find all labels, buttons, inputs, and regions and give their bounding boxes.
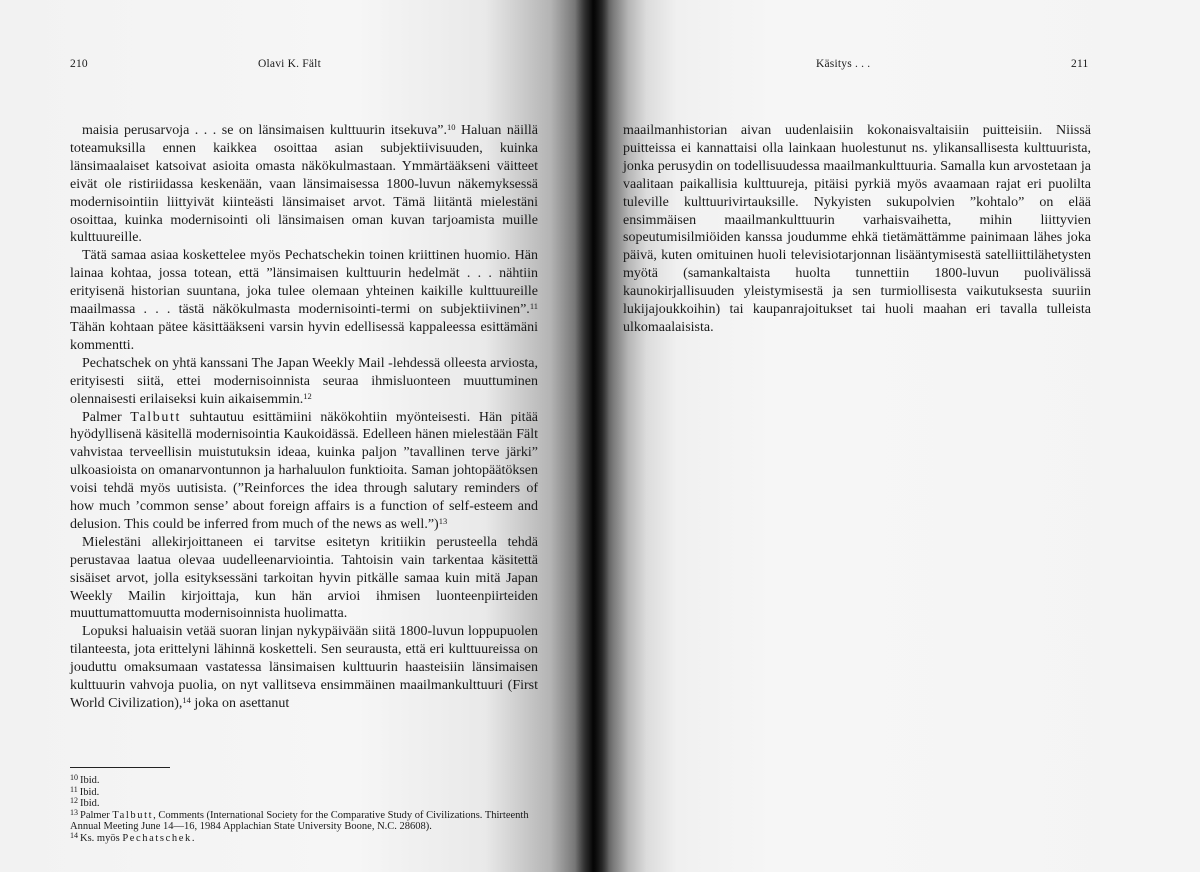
footnote [70, 775, 540, 787]
footnote-number: 12 [70, 796, 78, 806]
spaced-name: Talbutt [112, 809, 154, 821]
text-run: maailmanhistorian aivan uudenlaisiin kokonaisvaltaisiin puitteisiin. Niissä puitteissa ei kannattaisi olla lainkaan huolestunut ns. ylikansallisesta kulttuurista, jonka perusydin on todellisuudessa maailmankulttuuria. Samalla kun arvostetaan ja vaalitaan paikallisia kulttuureja, pitäisi pyrkiä myös avaamaan rajat eri puolilta tuleville kulttuurivirtauksille. Nykyisten sukupolvien ”kohtalo” on elää ensimmäisen maailmankulttuurin varhaisvaihetta, mihin liittyvien sopeutumisilmiöiden kanssa joudumme ehkä tietämättämme painimaan lähes joka päivä, kuten omituinen huoli televisiotarjonnan lisääntymisestä satelliittilähetysten myötä (samankaltaista huolta tunnettiin 1800-luvun puolivälissä kaunokirjallisuuden yleistymisestä ja sen turmiollisesta vaikutuksesta suuriin lukijajoukkoihin) tai kaupanrajoitukset tai huoli maahan eri tavalla tulleista ulkomaalaisista. [623, 123, 1091, 335]
text-run: . [191, 832, 195, 844]
running-head-author: Olavi K. Fält [258, 58, 321, 70]
text-run: Tätä samaa asiaa koskettelee myös Pechatschekin toinen kriittinen huomio. Hän lainaa kohtaa, jossa totean, että ”länsimaisen kulttuurin hedelmät . . . nähtiin erityisenä historian suuntana, joka tulee olemaan yhteinen kaikille kulttuureille maailmassa . . . tästä näkökulmasta modernisointi-termi on subjektiivinen”. [70, 248, 538, 318]
paragraph [70, 122, 538, 247]
text-run: Ks. myös [80, 832, 123, 844]
footnote-rule [70, 767, 170, 768]
right-page-body [623, 122, 1091, 337]
text-run: Ibid. [80, 775, 100, 786]
right-page [592, 0, 1200, 872]
footnote-ref: 12 [303, 390, 312, 401]
text-run: Haluan näillä toteamuksilla ennen kaikkea osoittaa asian subjektiivisuuden, kuinka länsimaalaiset katsoivat asioita omasta näkökulmastaan. Ymmärtääkseni väitteet eivät ole ristiriidassa keskenään, vaan länsimaisessa 1800-luvun näkemyksessä modernisointiin liittyivät kiinteästi länsimaiset arvot. Tämä liitäntä mielestäni osoittaa, kuinka modernisointi oli länsimaisen oman kuvan tarjoamista muille kulttuureille. [70, 123, 538, 246]
paragraph [70, 247, 538, 354]
paragraph [70, 355, 538, 409]
footnote-number: 11 [70, 784, 78, 794]
text-run: maisia perusarvoja . . . se on länsimaisen kulttuurin itsekuva”. [82, 123, 448, 138]
text-run: Tähän kohtaan pätee käsittääkseni varsin hyvin edellisessä kappaleessa esittämäni kommentti. [70, 319, 538, 353]
paragraph [70, 534, 538, 624]
paragraph [70, 409, 538, 534]
text-run: , Comments (International Society for the Comparative Study of Civilizations. Thirteenth Annual Meeting June 14—16, 1984 Applachian State University Boone, N.C. 28608). [70, 809, 529, 833]
text-run: joka on asettanut [190, 696, 290, 711]
footnote-ref: 14 [182, 695, 191, 705]
book-gutter-shadow [575, 0, 609, 872]
footnote-ref: 11 [529, 301, 538, 312]
left-page-body [70, 122, 538, 713]
running-head-title: Käsitys . . . [816, 58, 871, 70]
footnote [70, 784, 540, 799]
footnote-ref: 13 [438, 515, 448, 526]
footnotes [70, 775, 540, 845]
footnote-number: 14 [70, 830, 78, 840]
text-run: Pechatschek on yhtä kanssani The Japan Weekly Mail -lehdessä olleesta arviosta, erityisesti siitä, ettei modernisoinnista seuraa ihmisluonteen muuttuminen olennaisesti erilaiseksi kuin aikaisemmin. [70, 355, 538, 407]
text-run: suhtautuu esittämiini näkökohtiin myönteisesti. Hän pitää hyödyllisenä käsitellä modernisointia Kaukoidässä. Edelleen hänen mielestään Fält vahvistaa terveellisin muistutuksin ideaa, kuinka paljon ”tavallinen terve järki” ulkoasioista on omanarvontunnon ja harhaluulon funktioita. Saman johtopäätöksen voisi tehdä myös uutisista. (”Reinforces the idea through salutary reminders of how much ’common sense’ about foreign affairs is a function of self-esteem and delusion. This could be inferred from much of the news as well.”) [70, 409, 539, 532]
text-run: Lopuksi haluaisin vetää suoran linjan nykypäivään siitä 1800-luvun loppupuolen tilanteesta, jota erittelyni lähinnä kosketteli. Sen seurausta, että eri kulttuureissa on jouduttu omaksumaan vastatessa länsimaisen kulttuurin haasteisiin länsimaisen kulttuurin vahvoja puolia, on nyt vallitseva ensimmäinen maailmankulttuuri (First World Civilization), [70, 624, 538, 711]
spaced-name: Pechatschek [122, 832, 192, 844]
footnote-number: 13 [70, 807, 78, 817]
text-run: Ibid. [79, 786, 100, 798]
footnote [70, 798, 540, 810]
footnote-ref: 10 [447, 122, 456, 132]
text-run: Palmer [82, 409, 131, 425]
footnote-number: 10 [70, 773, 78, 782]
paragraph [623, 122, 1091, 337]
text-run: Palmer [80, 809, 113, 821]
paragraph [70, 623, 538, 713]
left-page [0, 0, 592, 872]
footnote [70, 830, 540, 845]
page-number-right: 211 [1071, 58, 1089, 70]
spaced-name: Talbutt [130, 409, 181, 425]
text-run: Mielestäni allekirjoittaneen ei tarvitse esitetyn kritiikin perusteella tehdä perustavaa laatua olevaa uudelleenarviointia. Tahtoisin vain tarkentaa käsitettä sisäiset arvot, jolla esityksessäni tarkoitan hyvin pitkälle samaa kuin mitä Japan Weekly Mailin kirjoittaja, kun hän arvioi ihmisen luonteenpiirteiden muuttumattomuutta modernisoinnista huolimatta. [70, 534, 538, 622]
page-number-left: 210 [70, 58, 88, 70]
text-run: Ibid. [80, 798, 100, 810]
footnote [70, 807, 540, 833]
